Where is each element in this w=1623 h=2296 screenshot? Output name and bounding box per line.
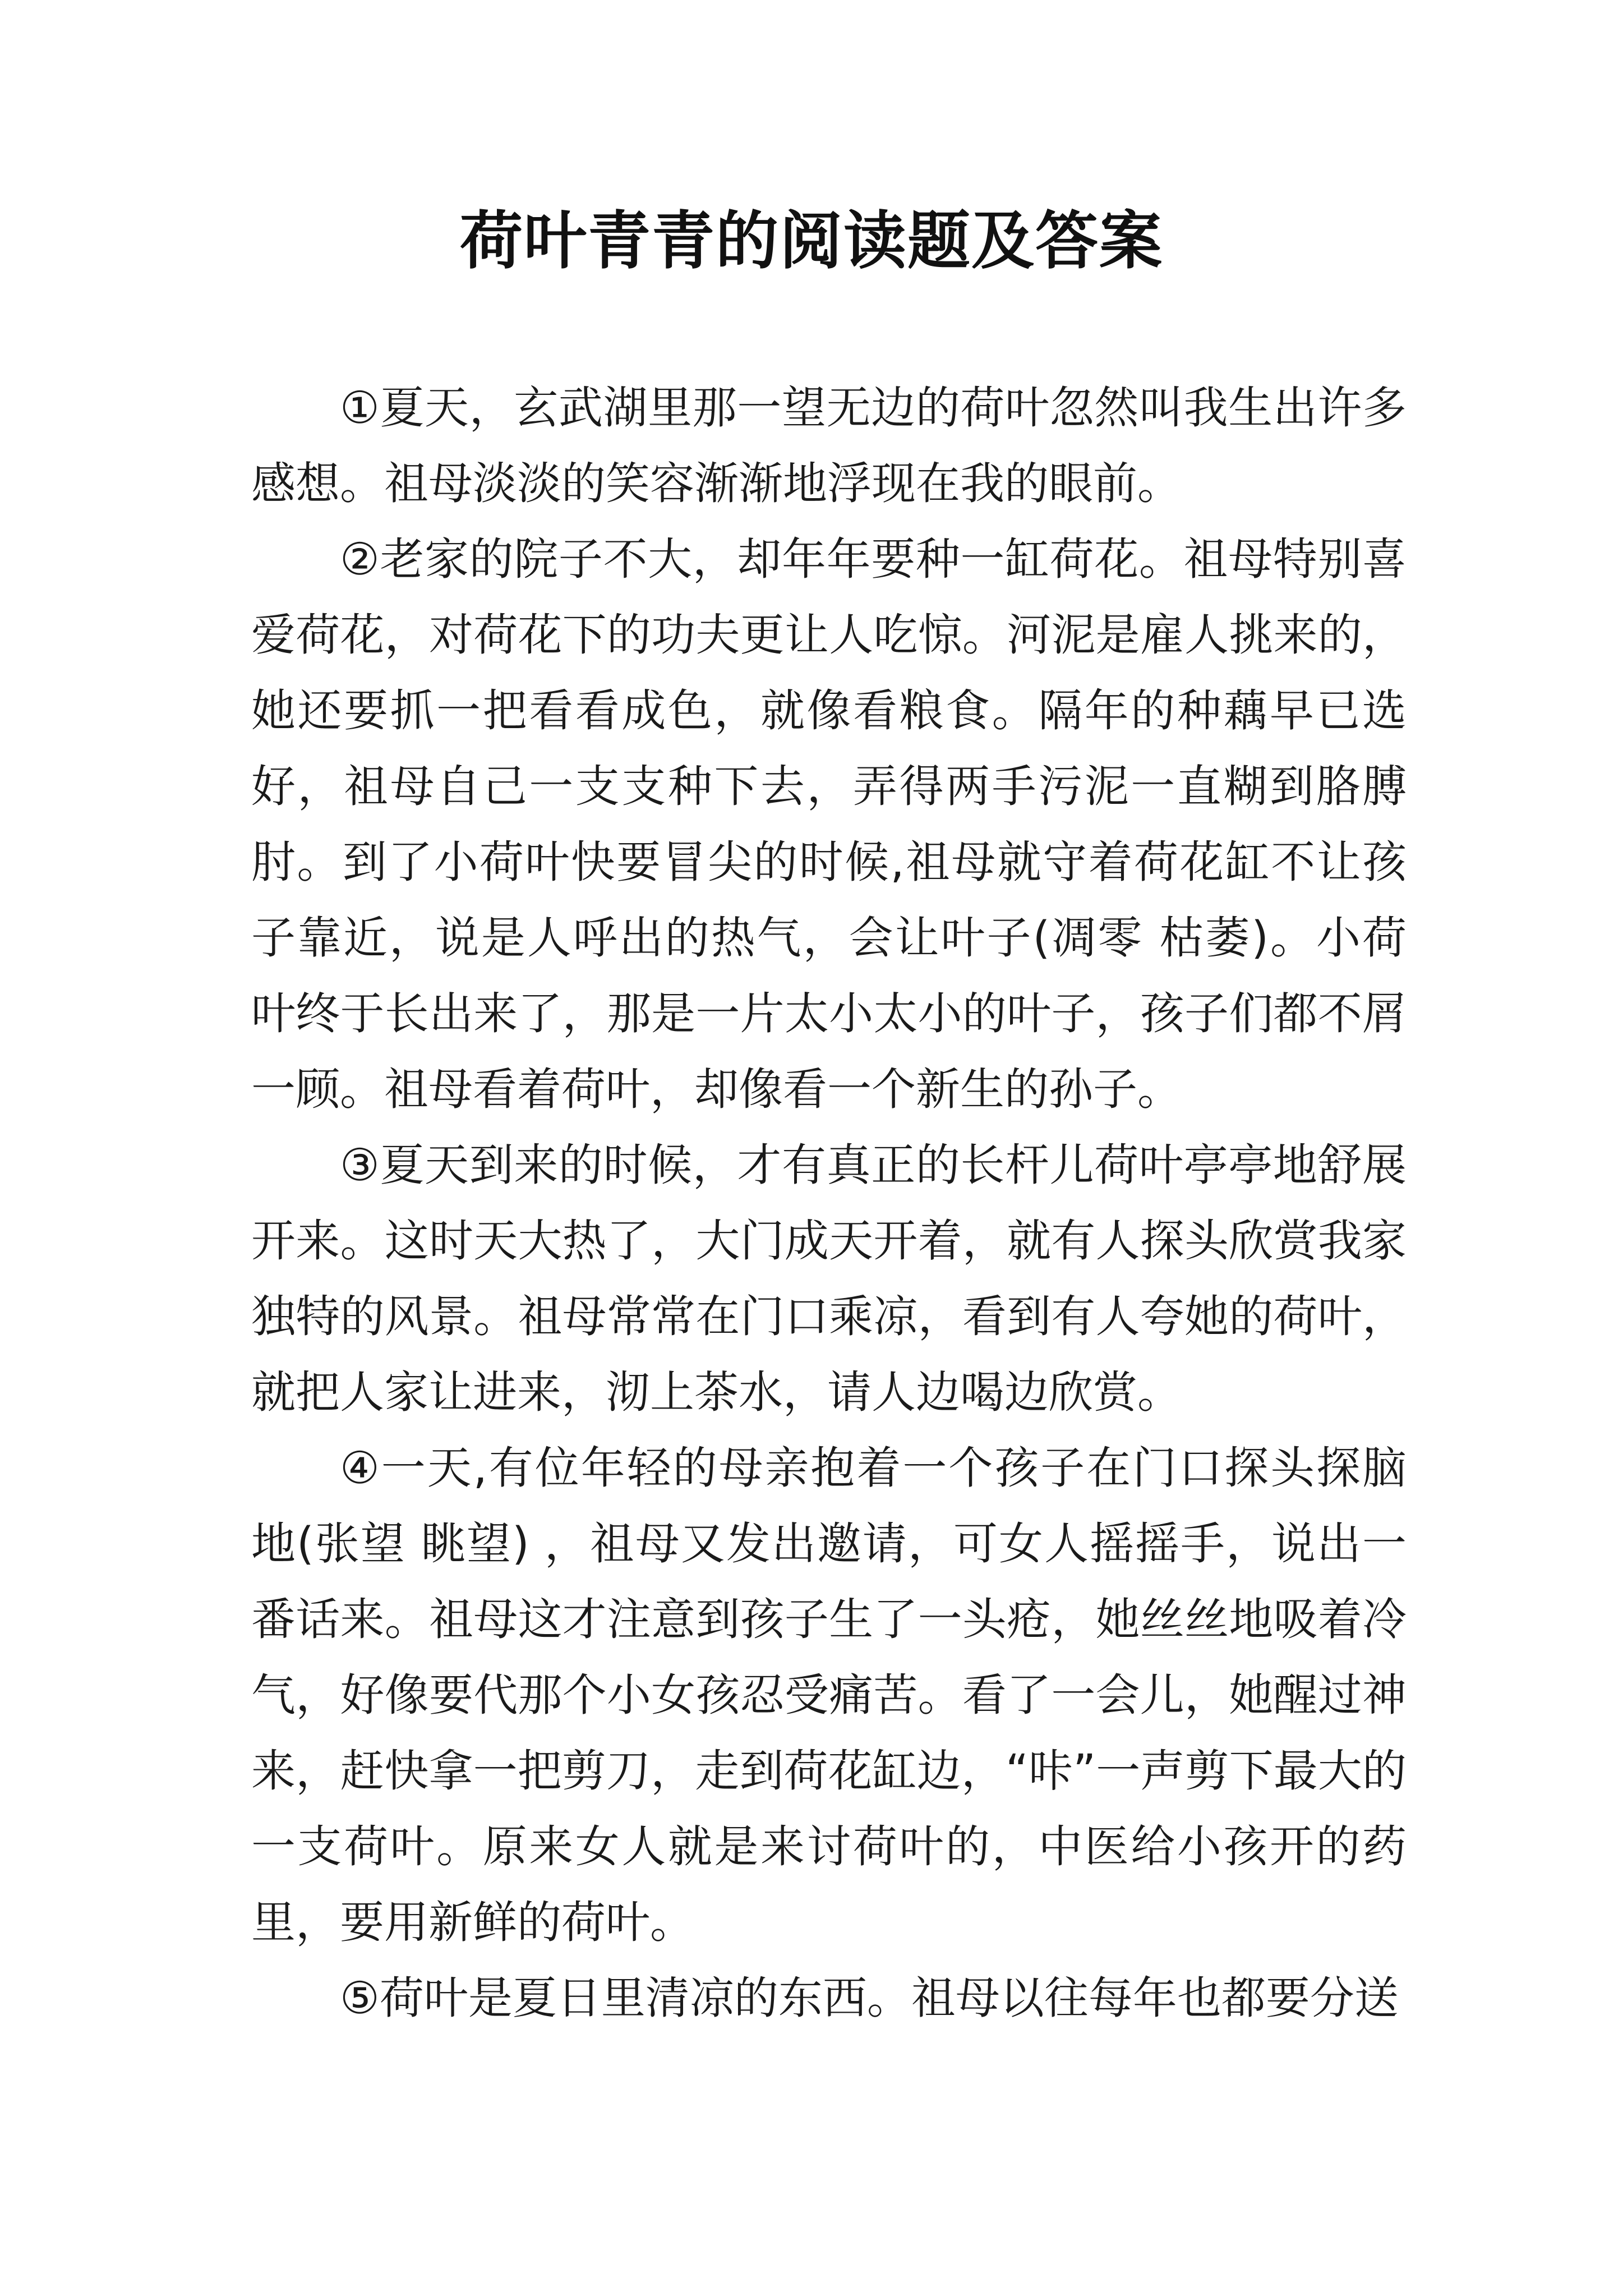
paragraph-2: ②老家的院子不大，却年年要种一缸荷花。祖母特别喜爱荷花，对荷花下的功夫更让人吃惊。河泥是雇人挑来的，她还要抓一把看看成色，就像看粮食。隔年的种藕早已选好，祖母自己一支支种下去，弄得两手污泥一直糊到胳膊肘。到了小荷叶快要冒尖的时候,祖母就守着荷花缸不让孩子靠近，说是人呼出的热气，会让叶子(凋零 枯萎)。小荷叶终于长出来了，那是一片太小太小的叶子，孩子们都不屑一顾。祖母看着荷叶，却像看一个新生的孙子。 <box>251 533 1407 1115</box>
paragraph-4: ④一天,有位年轻的母亲抱着一个孩子在门口探头探脑地(张望 眺望) ，祖母又发出邀请，可女人摇摇手，说出一番话来。祖母这才注意到孩子生了一头疮，她丝丝地吸着冷气，好像要代那个小女孩忍受痛苦。看了一会儿，她醒过神来，赶快拿一把剪刀，走到荷花缸边，“咔”一声剪下最大的一支荷叶。原来女人就是来讨荷叶的，中医给小孩开的药里，要用新鲜的荷叶。 <box>251 1442 1407 1948</box>
paragraph-5: ⑤荷叶是夏日里清凉的东西。祖母以往每年也都要分送 <box>340 1972 1399 2024</box>
article-body <box>251 370 1407 2036</box>
page-title: 荷叶青青的阅读题及答案 <box>460 204 1163 278</box>
paragraph-1: ①夏天，玄武湖里那一望无边的荷叶忽然叫我生出许多感想。祖母淡淡的笑容渐渐地浮现在我的眼前。 <box>251 382 1407 509</box>
paragraph-3: ③夏天到来的时候，才有真正的长杆儿荷叶亭亭地舒展开来。这时天大热了，大门成天开着，就有人探头欣赏我家独特的风景。祖母常常在门口乘凉，看到有人夸她的荷叶，就把人家让进来，沏上茶水，请人边喝边欣赏。 <box>251 1139 1407 1418</box>
